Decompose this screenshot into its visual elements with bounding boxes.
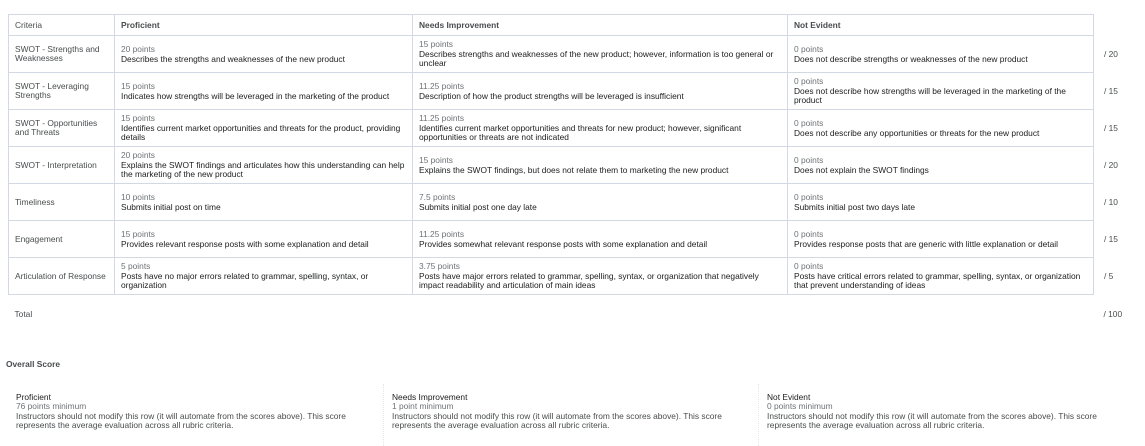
needs-improvement-header: Needs Improvement <box>413 15 788 36</box>
points: 11.25 points <box>419 113 465 123</box>
description: Submits initial post two days late <box>794 201 916 212</box>
criterion-name: SWOT - Leveraging Strengths <box>9 73 115 110</box>
level-name: Proficient <box>16 392 51 402</box>
points: 0 points <box>794 191 824 202</box>
points: 0 points <box>794 117 824 128</box>
criteria-header: Criteria <box>9 15 115 36</box>
description: Does not describe any opportunities or threats for the new product <box>794 127 1040 138</box>
needs-improvement-cell[interactable] <box>413 184 788 221</box>
criterion-score: / 20 <box>1104 159 1118 170</box>
points: 5 points <box>121 261 151 271</box>
level-description: Instructors should not modify this row (it will automate from the scores above). This score represents the average evaluation across all rubric criteria. <box>392 410 722 430</box>
level-name: Not Evident <box>767 392 811 402</box>
needs-improvement-cell[interactable] <box>413 221 788 258</box>
points: 20 points <box>121 43 155 54</box>
total-score: / 100 <box>1103 309 1123 319</box>
points: 15 points <box>121 228 155 239</box>
criterion-name: Timeliness <box>9 184 115 221</box>
criterion-name: Engagement <box>9 221 115 258</box>
not-evident-cell[interactable] <box>788 110 1094 147</box>
level-description: Instructors should not modify this row (it will automate from the scores above). This score represents the average evaluation across all rubric criteria. <box>767 410 1097 430</box>
description: Provides somewhat relevant response posts with some explanation and detail <box>419 238 708 249</box>
not-evident-cell[interactable] <box>788 36 1094 73</box>
points: 15 points <box>121 80 155 91</box>
rubric-header-row <box>9 15 1134 36</box>
overall-score-title: Overall Score <box>6 359 61 369</box>
criterion-row-strengths-weaknesses <box>9 36 1134 73</box>
needs-improvement-cell[interactable] <box>413 147 788 184</box>
criterion-score: / 5 <box>1104 270 1114 281</box>
points: 11.25 points <box>419 228 465 239</box>
not-evident-header: Not Evident <box>788 15 1094 36</box>
description: Posts have critical errors related to grammar, spelling, syntax, or organization that prevent understanding of ideas <box>794 271 1081 290</box>
description: Description of how the product strengths will be leveraged is insufficient <box>419 90 684 101</box>
criterion-row-leveraging-strengths <box>9 73 1134 110</box>
not-evident-cell[interactable] <box>788 73 1094 110</box>
description: Indicates how strengths will be leveraged in the marketing of the product <box>121 90 390 101</box>
criterion-name: SWOT - Strengths and Weaknesses <box>9 36 115 73</box>
not-evident-cell[interactable] <box>788 221 1094 258</box>
points: 0 points <box>794 154 824 165</box>
needs-improvement-cell[interactable] <box>413 110 788 147</box>
level-minimum: 76 points minimum <box>16 401 87 412</box>
criterion-score: / 15 <box>1104 122 1118 133</box>
points: 0 points <box>794 228 824 239</box>
description: Explains the SWOT findings, but does not relate them to marketing the new product <box>419 164 729 175</box>
proficient-cell[interactable] <box>115 221 413 258</box>
proficient-cell[interactable] <box>115 73 413 110</box>
proficient-header: Proficient <box>115 15 413 36</box>
level-name: Needs Improvement <box>392 392 468 402</box>
criterion-name: SWOT - Interpretation <box>9 147 115 184</box>
score-header <box>1094 15 1134 36</box>
not-evident-cell[interactable] <box>788 147 1094 184</box>
overall-score-levels <box>8 384 1133 446</box>
description: Describes strengths and weaknesses of the new product; however, information is too general or unclear <box>419 49 774 68</box>
description: Describes the strengths and weaknesses of the new product <box>121 53 345 64</box>
description: Submits initial post one day late <box>419 201 537 212</box>
criterion-score: / 20 <box>1104 48 1118 59</box>
description: Explains the SWOT findings and articulates how this understanding can help the marketing of the new product <box>121 160 405 179</box>
criterion-name: Articulation of Response <box>9 258 115 295</box>
description: Does not describe how strengths will be leveraged in the marketing of the product <box>794 86 1066 105</box>
not-evident-cell[interactable] <box>788 258 1094 295</box>
description: Provides relevant response posts with some explanation and detail <box>121 238 369 249</box>
criterion-row-articulation <box>9 258 1134 295</box>
points: 7.5 points <box>419 191 456 202</box>
points: 20 points <box>121 150 155 160</box>
level-description: Instructors should not modify this row (it will automate from the scores above). This score represents the average evaluation across all rubric criteria. <box>16 410 346 430</box>
criterion-score: / 15 <box>1104 85 1118 96</box>
points: 15 points <box>419 39 453 49</box>
points: 15 points <box>419 154 453 165</box>
points: 0 points <box>794 76 824 86</box>
description: Identifies current market opportunities and threats for new product; however, significant opportunities or threats are not indicated <box>419 123 742 142</box>
not-evident-cell[interactable] <box>788 184 1094 221</box>
overall-level-not-evident[interactable] <box>758 384 1116 446</box>
points: 3.75 points <box>419 261 460 271</box>
description: Posts have major errors related to grammar, spelling, syntax, or organization that negatively impact readability and articulation of main ideas <box>419 271 759 290</box>
proficient-cell[interactable] <box>115 110 413 147</box>
description: Provides response posts that are generic with little explanation or detail <box>794 238 1058 249</box>
level-minimum: 1 point minimum <box>392 401 454 412</box>
needs-improvement-cell[interactable] <box>413 36 788 73</box>
criterion-row-engagement <box>9 221 1134 258</box>
description: Does not describe strengths or weaknesses of the new product <box>794 53 1028 64</box>
description: Does not explain the SWOT findings <box>794 164 929 175</box>
overall-level-proficient[interactable] <box>8 384 366 446</box>
points: 0 points <box>794 261 824 271</box>
criterion-row-timeliness <box>9 184 1134 221</box>
proficient-cell[interactable] <box>115 184 413 221</box>
proficient-cell[interactable] <box>115 258 413 295</box>
description: Submits initial post on time <box>121 201 221 212</box>
rubric-table <box>8 14 1134 335</box>
needs-improvement-cell[interactable] <box>413 73 788 110</box>
proficient-cell[interactable] <box>115 36 413 73</box>
description: Posts have no major errors related to grammar, spelling, syntax, or organization <box>121 271 369 290</box>
criterion-row-opportunities-threats <box>9 110 1134 147</box>
description: Identifies current market opportunities and threats for the product, providing details <box>121 123 401 142</box>
proficient-cell[interactable] <box>115 147 413 184</box>
needs-improvement-cell[interactable] <box>413 258 788 295</box>
overall-level-needs-improvement[interactable] <box>383 384 741 446</box>
total-label: Total <box>9 295 115 335</box>
criterion-row-interpretation <box>9 147 1134 184</box>
points: 0 points <box>794 43 824 54</box>
points: 11.25 points <box>419 80 465 91</box>
criterion-name: SWOT - Opportunities and Threats <box>9 110 115 147</box>
total-row <box>9 295 1134 335</box>
criterion-score: / 15 <box>1104 233 1118 244</box>
level-minimum: 0 points minimum <box>767 401 833 412</box>
points: 15 points <box>121 113 155 123</box>
criterion-score: / 10 <box>1104 196 1118 207</box>
points: 10 points <box>121 191 155 202</box>
